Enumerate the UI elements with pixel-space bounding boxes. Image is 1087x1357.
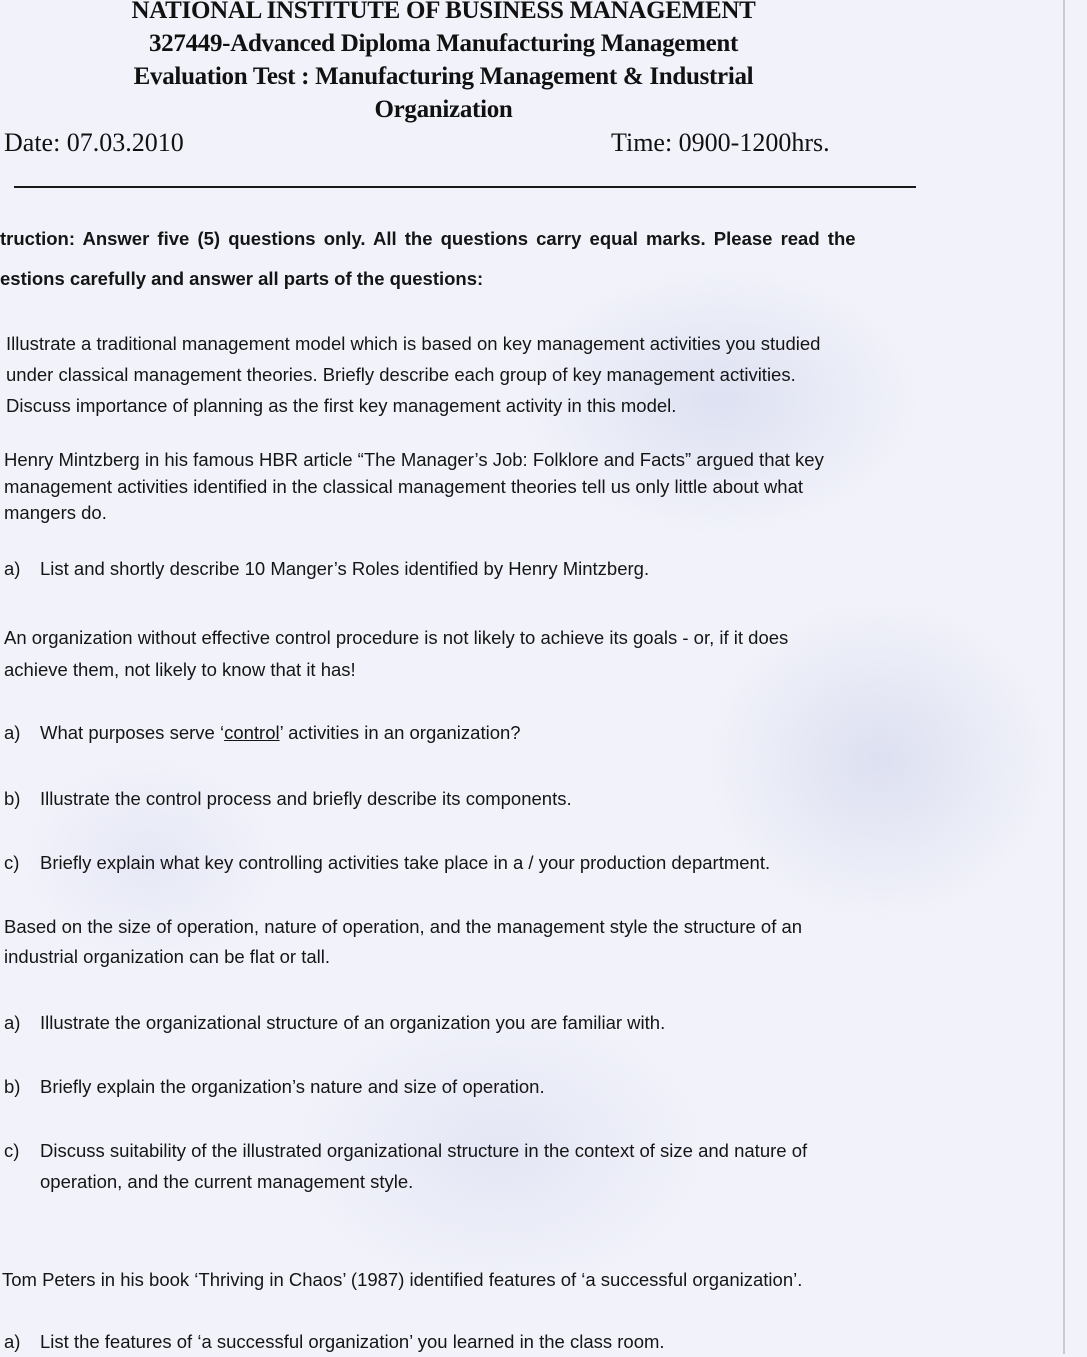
institute-name: NATIONAL INSTITUTE OF BUSINESS MANAGEMENT: [131, 0, 756, 24]
page-edge: [1063, 0, 1065, 1354]
part-text: Discuss suitability of the illustrated organizational structure in the context of size and nature of: [40, 1140, 808, 1161]
question-2-intro: Henry Mintzberg in his famous HBR article “The Manager’s Job: Folklore and Facts” argued that key: [4, 449, 824, 470]
part-text: List the features of ‘a successful organization’ you learned in the class room.: [40, 1331, 665, 1352]
question-2-intro: mangers do.: [4, 502, 107, 523]
question-2-part-a: [4, 553, 649, 584]
question-4-intro: Based on the size of operation, nature of operation, and the management style the structure of an: [4, 916, 803, 937]
question-4-intro: industrial organization can be flat or tall.: [4, 946, 330, 967]
question-1-line: Discuss importance of planning as the first key management activity in this model.: [6, 395, 677, 416]
part-label: a): [4, 1331, 21, 1352]
test-title-line1: Evaluation Test : Manufacturing Management & Industrial: [133, 63, 754, 90]
part-text: List and shortly describe 10 Manger’s Roles identified by Henry Mintzberg.: [40, 558, 650, 579]
question-3-intro: achieve them, not likely to know that it has!: [4, 659, 356, 680]
question-4-part-c-cont: operation, and the current management style.: [40, 1171, 414, 1192]
part-text: Briefly explain what key controlling activities take place in a / your production department.: [40, 852, 771, 873]
part-label: c): [4, 852, 20, 873]
part-text: Illustrate the control process and briefly describe its components.: [40, 788, 572, 809]
part-text-before: What purposes serve ‘: [40, 722, 225, 743]
test-title-line2: Organization: [374, 96, 513, 123]
question-4-part-b: [4, 1071, 545, 1102]
part-label: b): [4, 788, 21, 809]
question-2-intro: management activities identified in the classical management theories tell us only little about what: [4, 476, 804, 497]
program-title: 327449-Advanced Diploma Manufacturing Management: [148, 30, 739, 57]
question-5-intro: Tom Peters in his book ‘Thriving in Chaos’ (1987) identified features of ‘a successful organization’.: [2, 1269, 803, 1290]
part-label: a): [4, 722, 21, 743]
question-5-part-a: [4, 1326, 665, 1357]
part-text-after: ’ activities in an organization?: [279, 722, 521, 743]
part-text: Briefly explain the organization’s nature and size of operation.: [40, 1076, 545, 1097]
question-3-part-b: [4, 783, 572, 814]
instruction-line2: estions carefully and answer all parts of the questions:: [0, 268, 484, 289]
question-3-part-c: [4, 847, 770, 878]
header-divider: [14, 186, 916, 188]
part-label: a): [4, 558, 21, 579]
underlined-term: control: [224, 722, 280, 743]
question-1-line: under classical management theories. Briefly describe each group of key management activities.: [6, 364, 796, 385]
part-label: b): [4, 1076, 21, 1097]
question-1-line: Illustrate a traditional management model which is based on key management activities you studied: [6, 333, 821, 354]
exam-date: Date: 07.03.2010: [4, 128, 184, 157]
question-3-intro: An organization without effective control procedure is not likely to achieve its goals - or, if it does: [4, 627, 789, 648]
question-4-part-c: [4, 1135, 807, 1166]
part-label: a): [4, 1012, 21, 1033]
part-label: c): [4, 1140, 20, 1161]
exam-time: Time: 0900-1200hrs.: [611, 128, 830, 157]
question-4-part-a: [4, 1007, 665, 1038]
question-3-part-a: [4, 717, 521, 748]
part-text: Illustrate the organizational structure of an organization you are familiar with.: [40, 1012, 666, 1033]
instruction-line1: truction: Answer five (5) questions only. All the questions carry equal marks. Please read the: [0, 228, 856, 249]
